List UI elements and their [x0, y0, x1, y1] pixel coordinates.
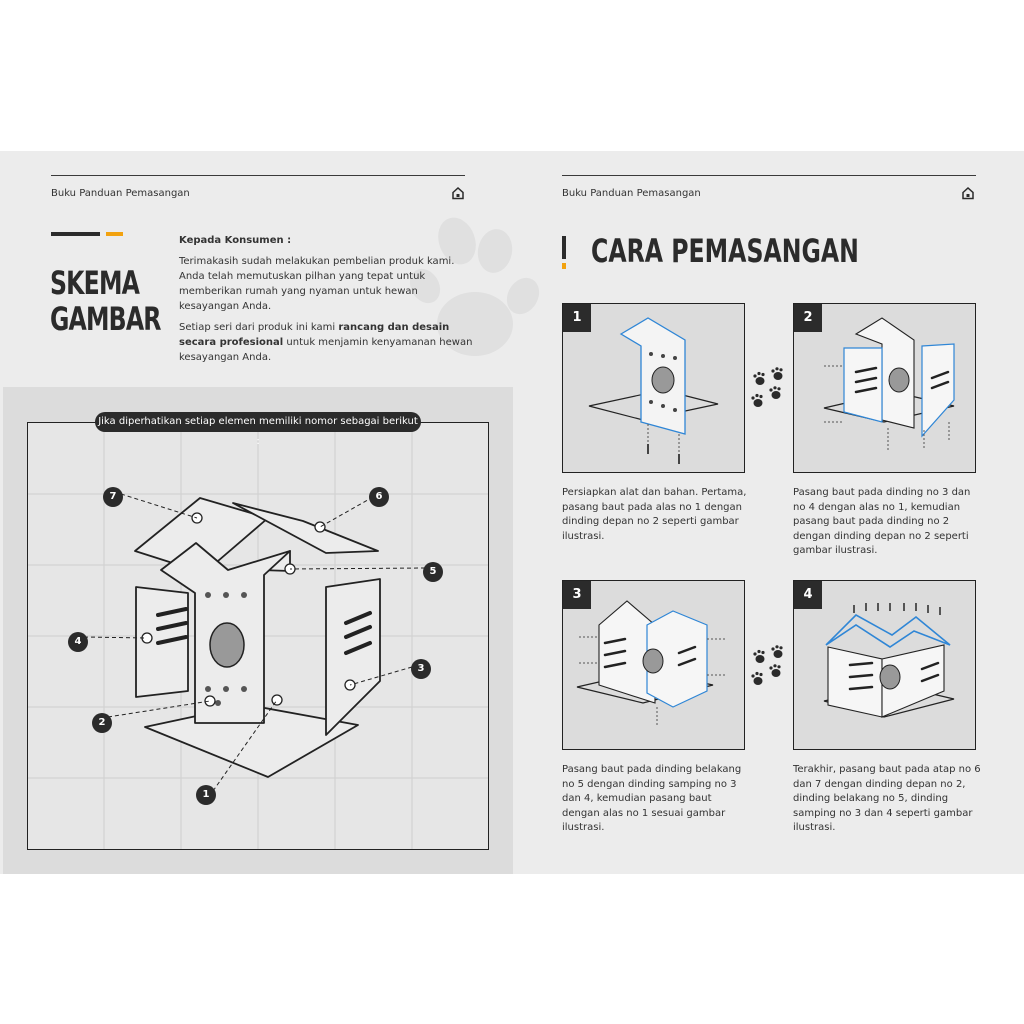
schema-label-pill: Jika diperhatikan setiap elemen memiliki nomor sebagai berikut :: [95, 412, 421, 432]
exploded-house-diagram: [28, 423, 489, 850]
header-title-right: Buku Panduan Pemasangan: [562, 188, 701, 199]
cara-accent-bar-orange: [562, 263, 566, 269]
intro-p2-part-a: Setiap seri dari produk ini kami: [179, 322, 339, 333]
paw-prints-icon-2: [750, 645, 790, 689]
page-title-skema: [50, 265, 161, 337]
home-icon-right: [961, 186, 975, 200]
step-1-description: Persiapkan alat dan bahan. Pertama, pasang baut pada alas no 1 dengan dinding depan no 2 seperti gambar ilustrasi.: [562, 487, 747, 542]
intro-paragraph-2: [179, 320, 479, 365]
callout-7: 7: [103, 487, 123, 507]
title-line-1: SKEMA: [50, 264, 140, 302]
step-4-description: Terakhir, pasang baut pada atap no 6 dan 7 dengan dinding depan no 2, dinding belakang no 5, dinding samping no 3 dan 4 seperti gambar ilustrasi.: [793, 764, 981, 833]
title-accent-bar-orange: [106, 232, 123, 236]
step-1-number: 1: [563, 304, 591, 332]
page-title-cara-pemasangan: CARA PEMASANGAN: [591, 232, 859, 270]
paw-prints-icon: [750, 367, 790, 411]
step-3-description: Pasang baut pada dinding belakang no 5 dengan dinding samping no 3 dan 4, kemudian pasang baut dengan alas no 1 sesuai gambar ilustrasi.: [562, 764, 742, 833]
callout-4: 4: [68, 632, 88, 652]
step-2-illustration: [793, 303, 976, 473]
callout-3: 3: [411, 659, 431, 679]
header-rule-right: [562, 175, 976, 176]
header-rule-left: [51, 175, 465, 176]
step-3-illustration: [562, 580, 745, 750]
title-accent-bar-dark: [51, 232, 100, 236]
step-2-description: Pasang baut pada dinding no 3 dan no 4 dengan alas no 1, kemudian pasang baut pada dinding no 2 dengan dinding depan no 2 seperti gambar ilustrasi.: [793, 487, 971, 556]
callout-1: 1: [196, 785, 216, 805]
step-1-illustration: [562, 303, 745, 473]
booklet-spread: [0, 151, 1024, 874]
home-icon: [451, 186, 465, 200]
title-line-2: GAMBAR: [50, 300, 161, 338]
step-3-number: 3: [563, 581, 591, 609]
cara-accent-bar-dark: [562, 236, 566, 259]
intro-p2-part-b: untuk menjamin kenyamanan hewan kesayangan Anda.: [179, 337, 473, 363]
step-4-number: 4: [794, 581, 822, 609]
callout-5: 5: [423, 562, 443, 582]
intro-text-block: [179, 233, 479, 371]
callout-6: 6: [369, 487, 389, 507]
step-4-illustration: [793, 580, 976, 750]
callout-2: 2: [92, 713, 112, 733]
intro-paragraph-1: Terimakasih sudah melakukan pembelian produk kami. Anda telah memutuskan pilhan yang tepat untuk memberikan rumah yang nyaman untuk hewan kesayangan Anda.: [179, 256, 455, 312]
intro-p2-bold: rancang dan desain secara profesional: [179, 322, 450, 348]
header-title-left: Buku Panduan Pemasangan: [51, 188, 190, 199]
intro-heading: Kepada Konsumen :: [179, 235, 292, 246]
schema-diagram-frame: [27, 422, 489, 850]
step-2-number: 2: [794, 304, 822, 332]
